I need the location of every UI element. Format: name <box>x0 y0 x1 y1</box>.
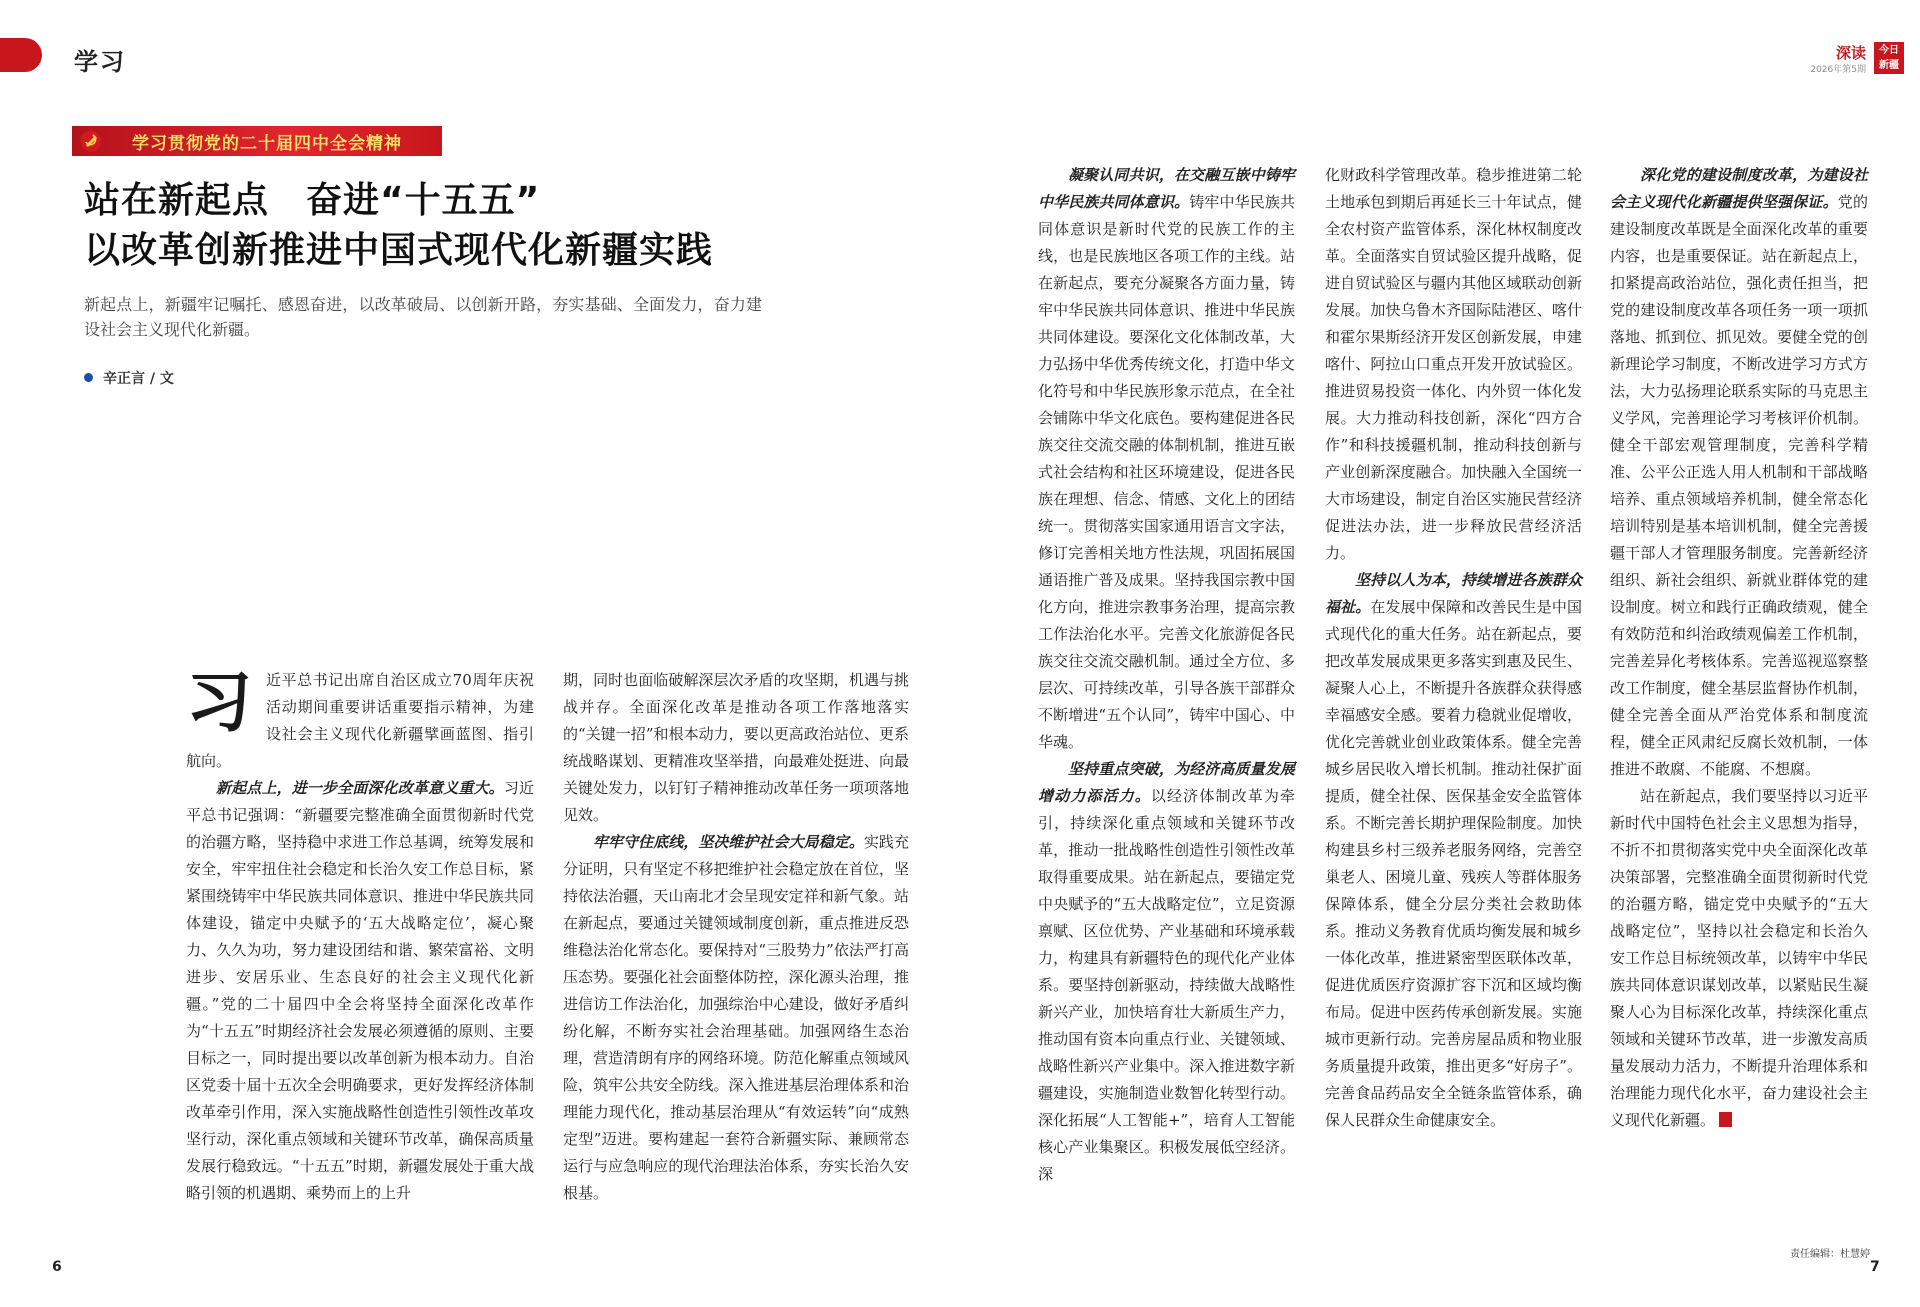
section-name: 学习 <box>74 48 126 76</box>
logo-line-2: 新疆 <box>1879 60 1899 71</box>
body-column-3 <box>1038 162 1295 1188</box>
page-number-right: 7 <box>1870 1259 1880 1275</box>
paragraph <box>563 667 909 829</box>
paragraph <box>1325 567 1582 1134</box>
section-tab-marker <box>0 38 42 72</box>
end-mark-icon <box>1719 1112 1732 1127</box>
page-number-left: 6 <box>52 1259 62 1275</box>
paragraph <box>1325 162 1582 567</box>
magazine-masthead <box>1786 42 1904 80</box>
paragraph-text: 以经济体制改革为牵引，持续深化重点领域和关键环节改革，推动一批战略性创造性引领性改革取得重要成果。站在新起点，要锚定党中央赋予的“五大战略定位”，立足资源禀赋、区位优势、产业基础和环境承载力，构建具有新疆特色的现代化产业体系。要坚持创新驱动，持续做大战略性新兴产业，加快培育壮大新质生产力，推动国有资本向重点行业、关键领域、战略性新兴产业集中。深入推进数字新疆建设，实施制造业数智化转型行动。深化拓展“人工智能+”，培育人工智能核心产业集聚区。积极发展低空经济。深 <box>1038 787 1295 1183</box>
paragraph-text: 铸牢中华民族共同体意识是新时代党的民族工作的主线，也是民族地区各项工作的主线。站在新起点，要充分凝聚各方面力量，铸牢中华民族共同体意识、推进中华民族共同体建设。要深化文化体制改革，大力弘扬中华优秀传统文化，打造中华文化符号和中华民族形象示范点，在全社会铺陈中华文化底色。要构建促进各民族交往交流交融的体制机制，推进互嵌式社会结构和社区环境建设，促进各民族在理想、信念、情感、文化上的团结统一。贯彻落实国家通用语言文字法，修订完善相关地方性法规，巩固拓展国通语推广普及成果。坚持我国宗教中国化方向，推进宗教事务治理，提高宗教工作法治化水平。完善文化旅游促各民族交往交流交融机制。通过全方位、多层次、可持续改革，引导各族干部群众不断增进“五个认同”，铸牢中国心、中华魂。 <box>1038 193 1295 751</box>
article-lead: 新起点上，新疆牢记嘱托、感恩奋进，以改革破局、以创新开路，夯实基础、全面发力，奋力建设社会主义现代化新疆。 <box>84 295 762 339</box>
editor-credit: 责任编辑：杜慧婷 <box>1790 1249 1870 1260</box>
paragraph <box>1038 162 1295 756</box>
byline-bullet-icon <box>84 373 93 382</box>
paragraph <box>563 829 909 1207</box>
body-column-4 <box>1325 162 1582 1134</box>
body-column-1 <box>186 663 534 1207</box>
magazine-logo <box>1874 42 1904 74</box>
topic-banner <box>72 126 442 156</box>
paragraph-text: 习近平总书记强调：“新疆要完整准确全面贯彻新时代党的治疆方略，坚持稳中求进工作总基调，统筹发展和安全，牢牢扭住社会稳定和长治久安工作总目标，紧紧围绕铸牢中华民族共同体意识、推进中华民族共同体建设，锚定中央赋予的‘五大战略定位’，凝心聚力、久久为功，努力建设团结和谐、繁荣富裕、文明进步、安居乐业、生态良好的社会主义现代化新疆。”党的二十届四中全会将坚持全面深化改革作为“十五五”时期经济社会发展必须遵循的原则、主要目标之一，同时提出要以改革创新为根本动力。自治区党委十届十五次全会明确要求，更好发挥经济体制改革牵引作用，深入实施战略性创造性引领性改革攻坚行动，深化重点领域和关键环节改革，确保高质量发展行稳致远。“十五五”时期，新疆发展处于重大战略引领的机遇期、乘势而上的上升 <box>186 779 534 1202</box>
paragraph-lead-in: 坚持重点突破，为经济高质量发展增动力添活力。 <box>1038 760 1295 805</box>
paragraph <box>1610 783 1868 1134</box>
issue-label: 2026年第5期 <box>1810 65 1866 75</box>
paragraph <box>186 775 534 1207</box>
banner-text: 学习贯彻党的二十届四中全会精神 <box>132 134 402 154</box>
logo-line-1: 今日 <box>1879 45 1899 56</box>
paragraph-text: 期，同时也面临破解深层次矛盾的攻坚期，机遇与挑战并存。全面深化改革是推动各项工作落地落实的“关键一招”和根本动力，要以更高政治站位、更系统战略谋划、更精准攻坚举措，向最难处挺进、向最关键处发力，以钉钉子精神推动改革任务一项项落地见效。 <box>563 671 909 824</box>
paragraph <box>1038 756 1295 1188</box>
paragraph-lead-in: 凝聚认同共识，在交融互嵌中铸牢中华民族共同体意识。 <box>1038 166 1295 211</box>
paragraph-lead-in: 新起点上，进一步全面深化改革意义重大。 <box>216 779 504 797</box>
byline-text: 辛正言 / 文 <box>103 371 174 387</box>
paragraph-text: 在发展中保障和改善民生是中国式现代化的重大任务。站在新起点，要把改革发展成果更多落实到惠及民生、凝聚人心上，不断提升各族群众获得感幸福感安全感。要着力稳就业促增收，优化完善就业创业政策体系。健全完善城乡居民收入增长机制。推动社保扩面提质，健全社保、医保基金安全监管体系。不断完善长期护理保险制度。加快构建县乡村三级养老服务网络，完善空巢老人、困境儿童、残疾人等群体服务保障体系，健全分层分类社会救助体系。推动义务教育优质均衡发展和城乡一体化改革，推进紧密型医联体改革，促进优质医疗资源扩容下沉和区域均衡布局。促进中医药传承创新发展。实施城市更新行动。完善房屋品质和物业服务质量提升政策，推出更多“好房子”。完善食品药品安全全链条监管体系，确保人民群众生命健康安全。 <box>1325 598 1582 1129</box>
party-emblem-icon <box>80 130 102 152</box>
magazine-name: 深读 <box>1835 44 1866 62</box>
paragraph-text: 近平总书记出席自治区成立70周年庆祝活动期间重要讲话重要指示精神，为建设社会主义现代化新疆擘画蓝图、指引航向。 <box>186 671 534 770</box>
paragraph-text: 实践充分证明，只有坚定不移把维护社会稳定放在首位，坚持依法治疆，天山南北才会呈现安定祥和新气象。站在新起点，要通过关键领域制度创新，重点推进反恐维稳法治化常态化。要保持对“三股势力”依法严打高压态势。要强化社会面整体防控，深化源头治理，推进信访工作法治化，加强综治中心建设，做好矛盾纠纷化解，不断夯实社会治理基础。加强网络生态治理，营造清朗有序的网络环境。防范化解重点领域风险，筑牢公共安全防线。深入推进基层治理体系和治理能力现代化，推动基层治理从“有效运转”向“成熟定型”迈进。要构建起一套符合新疆实际、兼顾常态运行与应急响应的现代治理法治体系，夯实长治久安根基。 <box>563 833 909 1202</box>
paragraph <box>186 663 534 775</box>
paragraph <box>1610 162 1868 783</box>
body-column-2 <box>563 667 909 1207</box>
body-column-5 <box>1610 162 1868 1134</box>
paragraph-text: 化财政科学管理改革。稳步推进第二轮土地承包到期后再延长三十年试点，健全农村资产监管体系，深化林权制度改革。全面落实自贸试验区提升战略，促进自贸试验区与疆内其他区域联动创新发展。加快乌鲁木齐国际陆港区、喀什和霍尔果斯经济开发区创新发展，申建喀什、阿拉山口重点开发开放试验区。推进贸易投资一体化、内外贸一体化发展。大力推动科技创新，深化“四方合作”和科技援疆机制，推动科技创新与产业创新深度融合。加快融入全国统一大市场建设，制定自治区实施民营经济促进法办法，进一步释放民营经济活力。 <box>1325 166 1582 562</box>
paragraph-text: 站在新起点，我们要坚持以习近平新时代中国特色社会主义思想为指导，不折不扣贯彻落实党中央全面深化改革决策部署，完整准确全面贯彻新时代党的治疆方略，锚定党中央赋予的“五大战略定位”，坚持以社会稳定和长治久安工作总目标统领改革，以铸牢中华民族共同体意识谋划改革，以紧贴民生凝聚人心为目标深化改革，持续深化重点领域和关键环节改革，进一步激发高质量发展动力活力，不断提升治理体系和治理能力现代化水平，奋力建设社会主义现代化新疆。 <box>1610 787 1868 1129</box>
paragraph-lead-in: 坚持以人为本，持续增进各族群众福祉。 <box>1325 571 1582 616</box>
article-title-line-1: 站在新起点 奋进“十五五” <box>84 180 541 221</box>
paragraph-lead-in: 深化党的建设制度改革，为建设社会主义现代化新疆提供坚强保证。 <box>1610 166 1868 211</box>
article-byline <box>84 368 174 388</box>
paragraph-text: 党的建设制度改革既是全面深化改革的重要内容，也是重要保证。站在新起点上，扣紧提高政治站位，强化责任担当，把党的建设制度改革各项任务一项一项抓落地、抓到位、抓见效。要健全党的创新理论学习制度，不断改进学习方式方法，大力弘扬理论联系实际的马克思主义学风，完善理论学习考核评价机制。健全干部宏观管理制度，完善科学精准、公平公正选人用人机制和干部战略培养、重点领域培养机制，健全常态化培训特别是基本培训机制，健全完善援疆干部人才管理服务制度。完善新经济组织、新社会组织、新就业群体党的建设制度。树立和践行正确政绩观，健全有效防范和纠治政绩观偏差工作机制，完善差异化考核体系。完善巡视巡察整改工作制度，健全基层监督协作机制，健全完善全面从严治党体系和制度流程，健全正风肃纪反腐长效机制，一体推进不敢腐、不能腐、不想腐。 <box>1610 193 1868 778</box>
paragraph-lead-in: 牢牢守住底线，坚决维护社会大局稳定。 <box>593 833 864 851</box>
drop-cap: 习 <box>186 663 252 741</box>
article-title-line-2: 以改革创新推进中国式现代化新疆实践 <box>84 230 714 271</box>
